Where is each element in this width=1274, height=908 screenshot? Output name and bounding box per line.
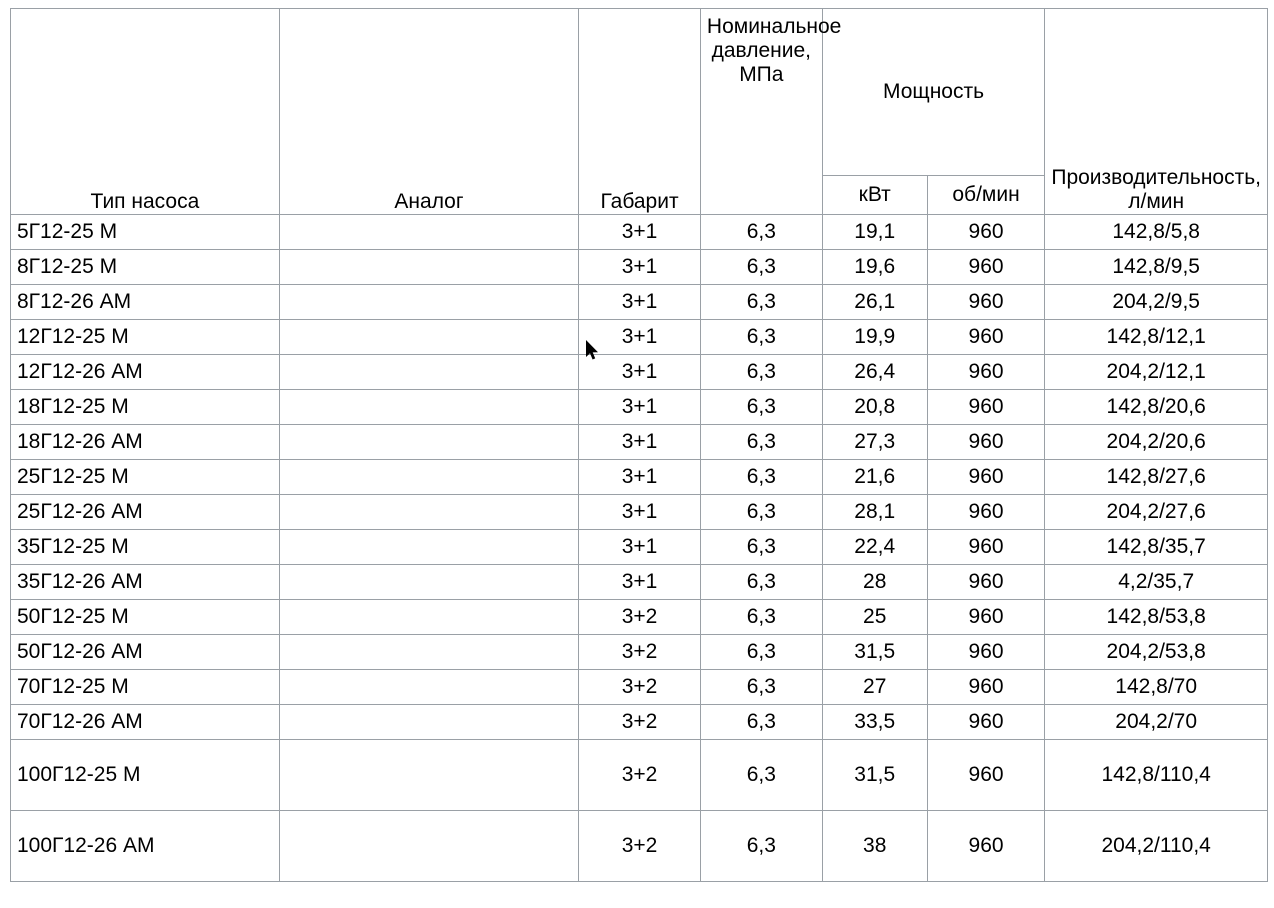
cell-pressure[interactable]: 6,3 [700, 390, 822, 425]
cell-power-kw[interactable]: 38 [822, 811, 927, 882]
cell-power-rpm[interactable]: 960 [927, 635, 1045, 670]
cell-power-kw[interactable]: 33,5 [822, 705, 927, 740]
cell-gabarit[interactable]: 3+1 [579, 215, 701, 250]
cell-productivity[interactable]: 142,8/12,1 [1045, 320, 1268, 355]
cell-productivity[interactable]: 204,2/70 [1045, 705, 1268, 740]
table-row[interactable] [11, 530, 1268, 565]
cell-gabarit[interactable]: 3+1 [579, 250, 701, 285]
cell-type[interactable]: 8Г12-26 АМ [11, 285, 280, 320]
cell-power-rpm[interactable]: 960 [927, 670, 1045, 705]
cell-pressure[interactable]: 6,3 [700, 565, 822, 600]
cell-gabarit[interactable]: 3+2 [579, 670, 701, 705]
cell-analog[interactable] [279, 355, 578, 390]
cell-productivity[interactable]: 142,8/9,5 [1045, 250, 1268, 285]
cell-power-rpm[interactable]: 960 [927, 355, 1045, 390]
column-header-productivity: Производительность, л/мин [1045, 9, 1268, 215]
table-body [11, 215, 1268, 882]
cell-gabarit[interactable]: 3+2 [579, 740, 701, 811]
cell-type[interactable]: 70Г12-25 М [11, 670, 280, 705]
cell-power-rpm[interactable]: 960 [927, 215, 1045, 250]
cell-gabarit[interactable]: 3+1 [579, 530, 701, 565]
cell-analog[interactable] [279, 600, 578, 635]
cell-productivity[interactable]: 142,8/53,8 [1045, 600, 1268, 635]
cell-gabarit[interactable]: 3+1 [579, 320, 701, 355]
cell-type[interactable]: 18Г12-26 АМ [11, 425, 280, 460]
cell-power-rpm[interactable]: 960 [927, 740, 1045, 811]
cell-pressure[interactable]: 6,3 [700, 811, 822, 882]
cell-type[interactable]: 50Г12-26 АМ [11, 635, 280, 670]
cell-power-kw[interactable]: 19,1 [822, 215, 927, 250]
cell-power-rpm[interactable]: 960 [927, 600, 1045, 635]
cell-power-kw[interactable]: 28,1 [822, 495, 927, 530]
cell-gabarit[interactable]: 3+2 [579, 811, 701, 882]
cell-pressure[interactable]: 6,3 [700, 635, 822, 670]
cell-analog[interactable] [279, 811, 578, 882]
column-header-power-kw: кВт [822, 176, 927, 215]
table-row[interactable] [11, 355, 1268, 390]
cell-power-kw[interactable]: 26,4 [822, 355, 927, 390]
cell-power-rpm[interactable]: 960 [927, 530, 1045, 565]
cell-gabarit[interactable]: 3+1 [579, 495, 701, 530]
cell-power-kw[interactable]: 25 [822, 600, 927, 635]
cell-power-rpm[interactable]: 960 [927, 390, 1045, 425]
column-header-type: Тип насоса [11, 9, 280, 215]
cell-type[interactable]: 12Г12-25 М [11, 320, 280, 355]
cell-analog[interactable] [279, 215, 578, 250]
cell-gabarit[interactable]: 3+1 [579, 460, 701, 495]
cell-power-kw[interactable]: 28 [822, 565, 927, 600]
cell-pressure[interactable]: 6,3 [700, 425, 822, 460]
cell-analog[interactable] [279, 530, 578, 565]
cell-pressure[interactable]: 6,3 [700, 670, 822, 705]
cell-power-rpm[interactable]: 960 [927, 285, 1045, 320]
cell-pressure[interactable]: 6,3 [700, 355, 822, 390]
cell-power-rpm[interactable]: 960 [927, 565, 1045, 600]
table-header [11, 9, 1268, 215]
cell-pressure[interactable]: 6,3 [700, 705, 822, 740]
cell-analog[interactable] [279, 670, 578, 705]
cell-gabarit[interactable]: 3+2 [579, 600, 701, 635]
cell-analog[interactable] [279, 320, 578, 355]
cell-pressure[interactable]: 6,3 [700, 495, 822, 530]
table-row[interactable] [11, 670, 1268, 705]
cell-gabarit[interactable]: 3+1 [579, 355, 701, 390]
cell-gabarit[interactable]: 3+1 [579, 425, 701, 460]
cell-power-rpm[interactable]: 960 [927, 425, 1045, 460]
cell-power-kw[interactable]: 31,5 [822, 740, 927, 811]
cell-gabarit[interactable]: 3+1 [579, 565, 701, 600]
spreadsheet-sheet [0, 8, 1274, 908]
cell-power-kw[interactable]: 27 [822, 670, 927, 705]
cell-gabarit[interactable]: 3+1 [579, 390, 701, 425]
table-row[interactable] [11, 600, 1268, 635]
cell-productivity[interactable]: 204,2/12,1 [1045, 355, 1268, 390]
cell-pressure[interactable]: 6,3 [700, 320, 822, 355]
cell-pressure[interactable]: 6,3 [700, 740, 822, 811]
cell-productivity[interactable]: 142,8/110,4 [1045, 740, 1268, 811]
table-row[interactable] [11, 390, 1268, 425]
cell-analog[interactable] [279, 390, 578, 425]
cell-pressure[interactable]: 6,3 [700, 530, 822, 565]
cell-power-kw[interactable]: 19,6 [822, 250, 927, 285]
cell-analog[interactable] [279, 425, 578, 460]
cell-type[interactable]: 25Г12-26 АМ [11, 495, 280, 530]
table-row[interactable] [11, 740, 1268, 811]
cell-gabarit[interactable]: 3+1 [579, 285, 701, 320]
cell-type[interactable]: 50Г12-25 М [11, 600, 280, 635]
column-header-pressure: Номинальное давление, МПа [700, 9, 822, 215]
table-row[interactable] [11, 320, 1268, 355]
cell-type[interactable]: 25Г12-25 М [11, 460, 280, 495]
cell-productivity[interactable]: 204,2/20,6 [1045, 425, 1268, 460]
cell-analog[interactable] [279, 460, 578, 495]
column-header-gabarit: Габарит [579, 9, 701, 215]
column-header-power: Мощность [822, 9, 1045, 176]
cell-analog[interactable] [279, 740, 578, 811]
cell-power-rpm[interactable]: 960 [927, 705, 1045, 740]
cell-productivity[interactable]: 204,2/27,6 [1045, 495, 1268, 530]
cell-power-rpm[interactable]: 960 [927, 250, 1045, 285]
cell-gabarit[interactable]: 3+2 [579, 705, 701, 740]
table-row[interactable] [11, 495, 1268, 530]
cell-pressure[interactable]: 6,3 [700, 600, 822, 635]
pump-specifications-table [10, 8, 1268, 882]
cell-power-kw[interactable]: 27,3 [822, 425, 927, 460]
cell-power-kw[interactable]: 26,1 [822, 285, 927, 320]
cell-productivity[interactable]: 142,8/70 [1045, 670, 1268, 705]
cell-type[interactable]: 70Г12-26 АМ [11, 705, 280, 740]
cell-power-kw[interactable]: 31,5 [822, 635, 927, 670]
cell-productivity[interactable]: 204,2/53,8 [1045, 635, 1268, 670]
cell-productivity[interactable]: 142,8/35,7 [1045, 530, 1268, 565]
cell-analog[interactable] [279, 250, 578, 285]
cell-power-rpm[interactable]: 960 [927, 811, 1045, 882]
cell-type[interactable]: 35Г12-25 М [11, 530, 280, 565]
cell-type[interactable]: 100Г12-25 М [11, 740, 280, 811]
table-header-row-1 [11, 9, 1268, 176]
table-row[interactable] [11, 460, 1268, 495]
cell-power-rpm[interactable]: 960 [927, 320, 1045, 355]
cell-type[interactable]: 12Г12-26 АМ [11, 355, 280, 390]
table-row[interactable] [11, 250, 1268, 285]
table-row[interactable] [11, 635, 1268, 670]
cell-productivity[interactable]: 142,8/20,6 [1045, 390, 1268, 425]
cell-productivity[interactable]: 204,2/9,5 [1045, 285, 1268, 320]
table-row[interactable] [11, 565, 1268, 600]
cell-productivity[interactable]: 142,8/27,6 [1045, 460, 1268, 495]
cell-type[interactable]: 18Г12-25 М [11, 390, 280, 425]
cell-power-rpm[interactable]: 960 [927, 495, 1045, 530]
cell-power-kw[interactable]: 19,9 [822, 320, 927, 355]
cell-pressure[interactable]: 6,3 [700, 460, 822, 495]
cell-pressure[interactable]: 6,3 [700, 215, 822, 250]
table-row[interactable] [11, 215, 1268, 250]
cell-productivity[interactable]: 204,2/110,4 [1045, 811, 1268, 882]
cell-power-kw[interactable]: 22,4 [822, 530, 927, 565]
cell-pressure[interactable]: 6,3 [700, 250, 822, 285]
cell-productivity[interactable]: 4,2/35,7 [1045, 565, 1268, 600]
cell-analog[interactable] [279, 495, 578, 530]
table-row[interactable] [11, 425, 1268, 460]
cell-type[interactable]: 100Г12-26 АМ [11, 811, 280, 882]
cell-type[interactable]: 8Г12-25 М [11, 250, 280, 285]
cell-analog[interactable] [279, 285, 578, 320]
cell-power-kw[interactable]: 21,6 [822, 460, 927, 495]
cell-analog[interactable] [279, 565, 578, 600]
cell-pressure[interactable]: 6,3 [700, 285, 822, 320]
cell-productivity[interactable]: 142,8/5,8 [1045, 215, 1268, 250]
cell-gabarit[interactable]: 3+2 [579, 635, 701, 670]
cell-analog[interactable] [279, 635, 578, 670]
table-row[interactable] [11, 705, 1268, 740]
cell-power-rpm[interactable]: 960 [927, 460, 1045, 495]
column-header-power-rpm: об/мин [927, 176, 1045, 215]
cell-type[interactable]: 5Г12-25 М [11, 215, 280, 250]
column-header-analog: Аналог [279, 9, 578, 215]
cell-type[interactable]: 35Г12-26 АМ [11, 565, 280, 600]
table-row[interactable] [11, 285, 1268, 320]
table-row[interactable] [11, 811, 1268, 882]
cell-analog[interactable] [279, 705, 578, 740]
cell-power-kw[interactable]: 20,8 [822, 390, 927, 425]
